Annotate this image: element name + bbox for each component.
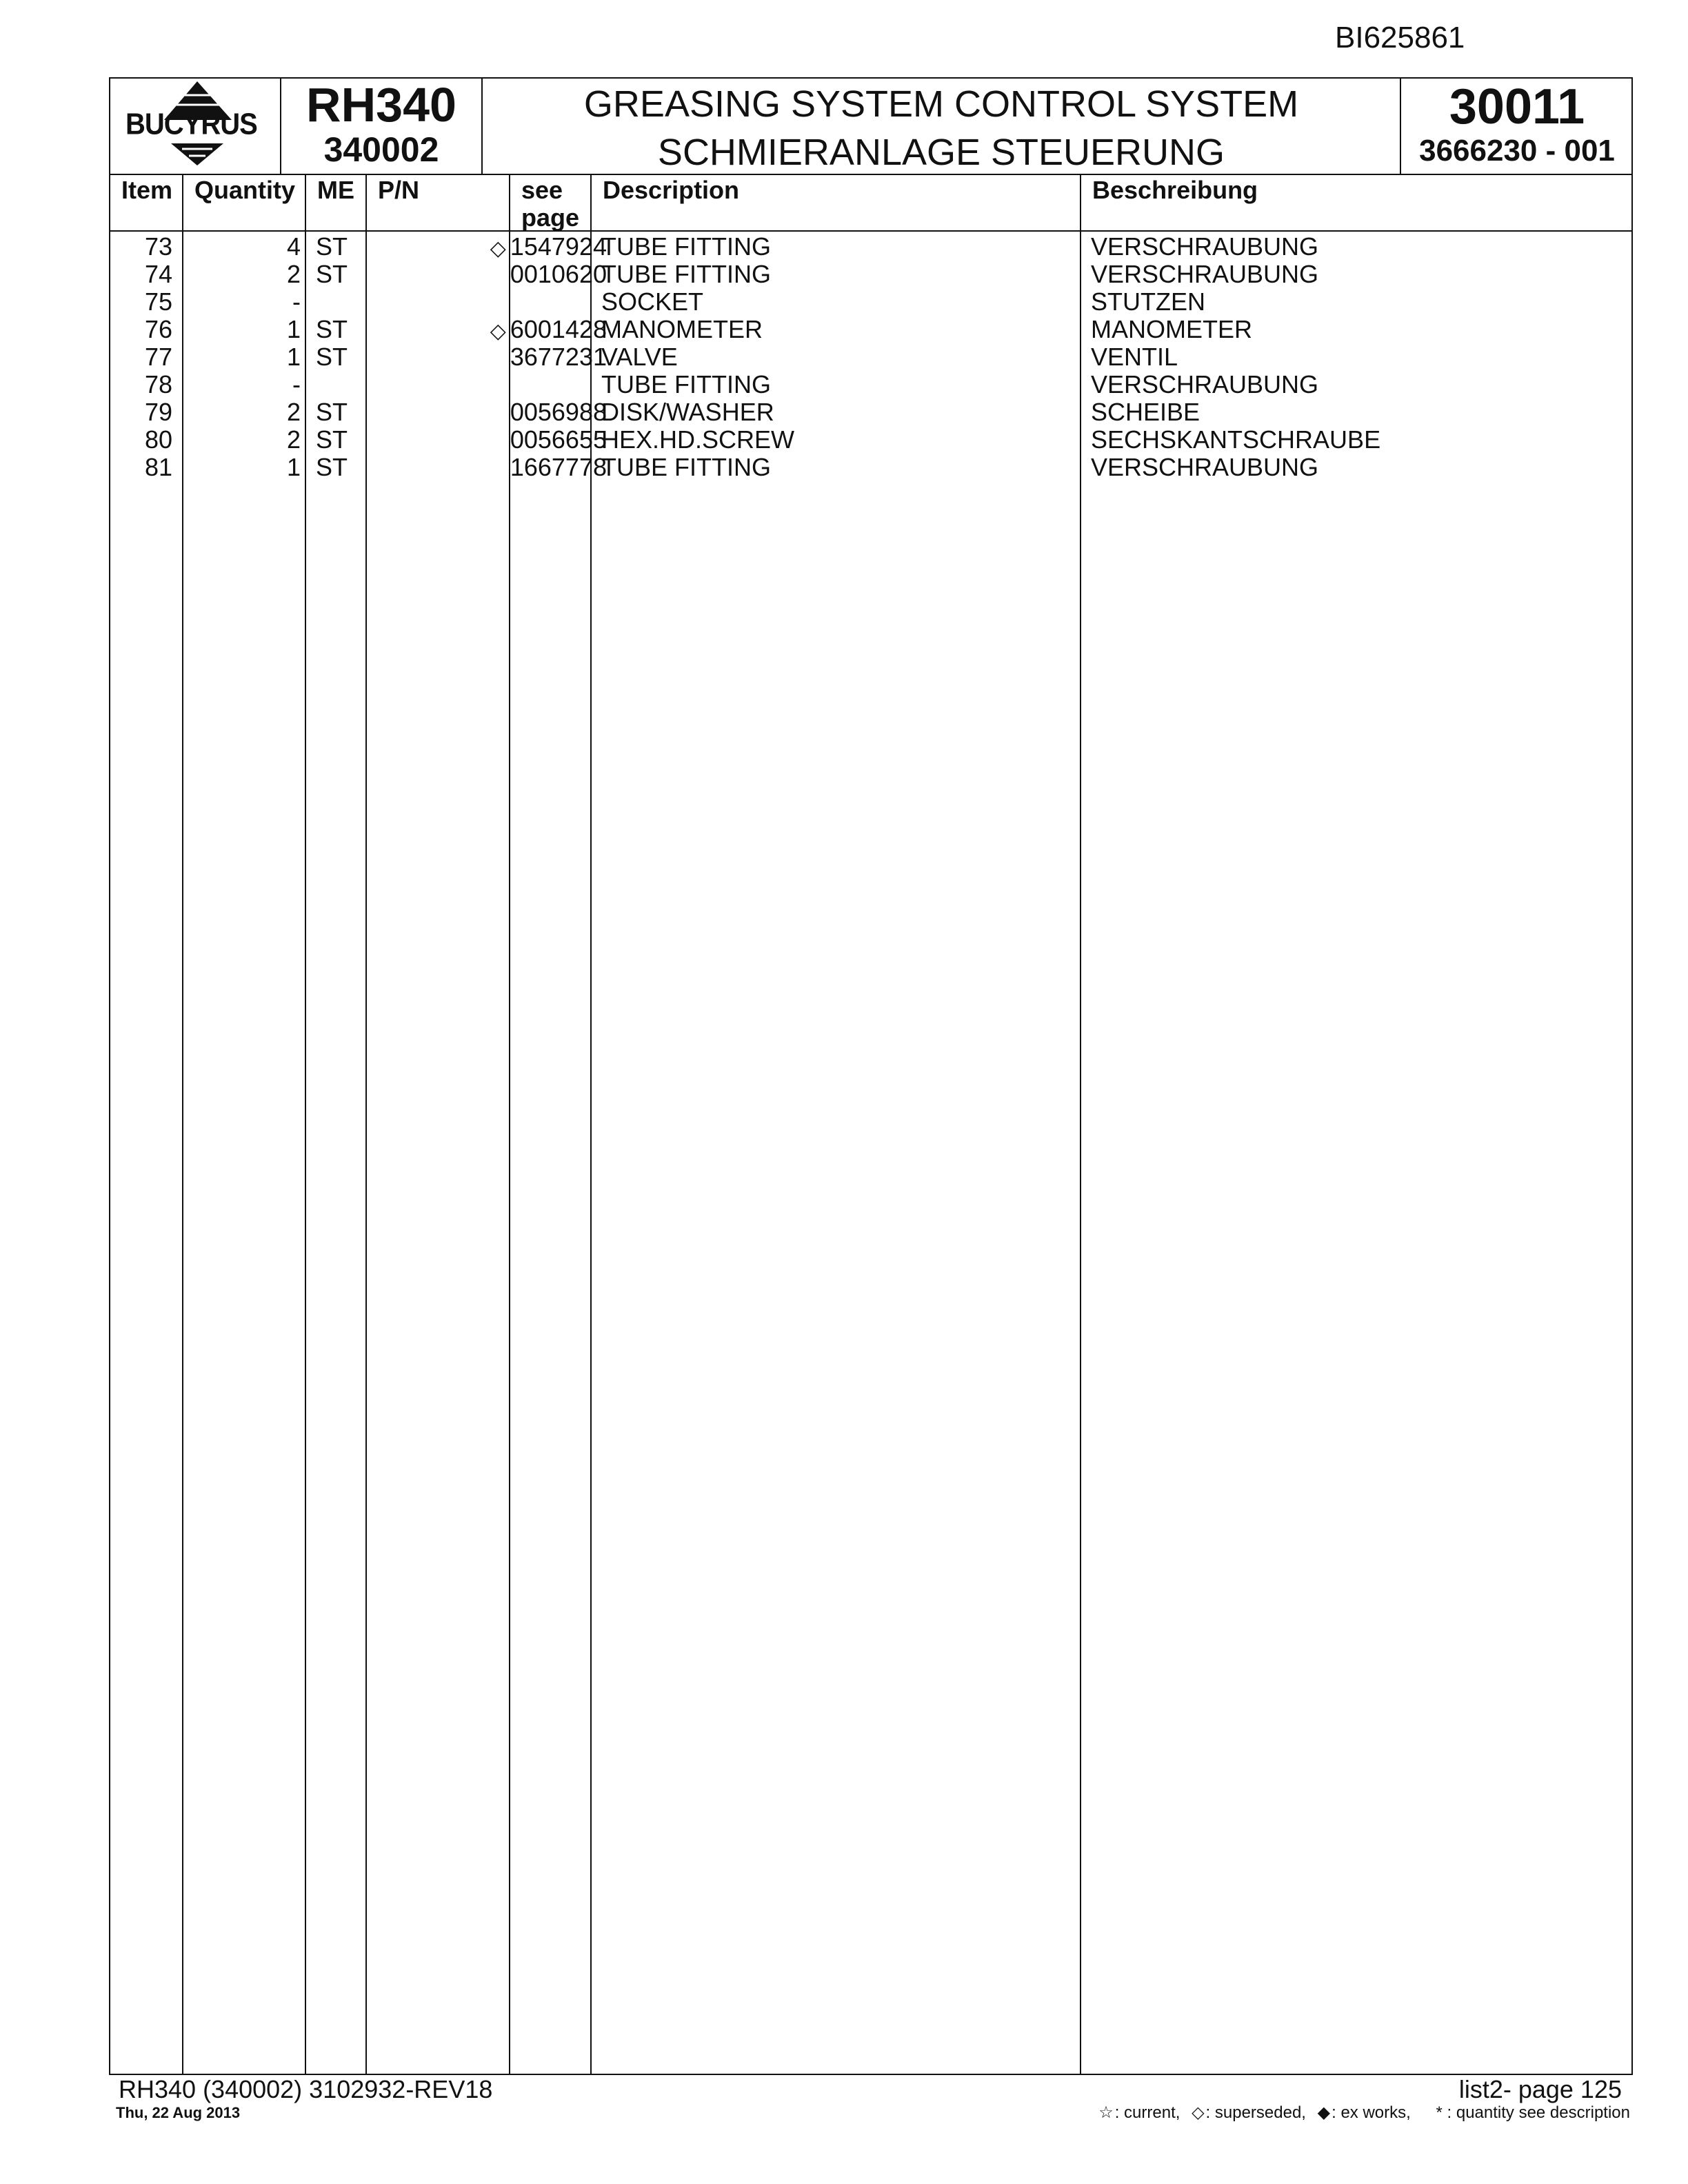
me-cell: ST xyxy=(316,343,348,371)
footer-legend xyxy=(1092,2103,1630,2123)
model-cell xyxy=(281,77,483,175)
description-cell: TUBE FITTING xyxy=(601,453,771,481)
item-cell: 79 xyxy=(144,398,172,426)
parts-table xyxy=(109,233,1633,481)
header-block xyxy=(109,77,1633,175)
table-row xyxy=(109,343,1633,371)
beschreibung-cell: STUTZEN xyxy=(1091,287,1205,316)
table-row xyxy=(109,371,1633,398)
part-number-value: 1547924 xyxy=(510,232,607,261)
me-cell: ST xyxy=(316,453,348,481)
serial-number: 340002 xyxy=(323,130,439,169)
beschreibung-cell: VERSCHRAUBUNG xyxy=(1091,232,1319,261)
beschreibung-cell: VERSCHRAUBUNG xyxy=(1091,260,1319,288)
part-number-value: 3677231 xyxy=(510,343,607,371)
part-number-cell xyxy=(371,398,607,426)
column-header-divider xyxy=(109,230,1633,232)
column-header-quantity: Quantity xyxy=(194,176,296,204)
part-number-value: 6001428 xyxy=(510,315,607,343)
item-cell: 77 xyxy=(144,343,172,371)
item-cell: 73 xyxy=(144,232,172,261)
legend-quantity: * : quantity see description xyxy=(1436,2103,1630,2122)
title-cell xyxy=(483,77,1401,175)
beschreibung-cell: VENTIL xyxy=(1091,343,1178,371)
description-cell: TUBE FITTING xyxy=(601,260,771,288)
part-number-cell xyxy=(371,454,607,481)
model-number: RH340 xyxy=(306,78,456,132)
item-cell: 81 xyxy=(144,453,172,481)
description-cell: TUBE FITTING xyxy=(601,232,771,261)
item-cell: 75 xyxy=(144,287,172,316)
part-number-cell xyxy=(371,343,607,371)
item-cell: 78 xyxy=(144,370,172,398)
footer-date: Thu, 22 Aug 2013 xyxy=(116,2104,241,2121)
column-header-see: see xyxy=(521,176,563,204)
quantity-cell: - xyxy=(292,287,301,316)
part-number-value: 0056655 xyxy=(510,425,607,454)
quantity-cell: 4 xyxy=(286,232,301,261)
table-row xyxy=(109,261,1633,288)
group-cell xyxy=(1401,77,1633,175)
part-number-value: 0056988 xyxy=(510,398,607,426)
table-row xyxy=(109,233,1633,261)
column-header-description: Description xyxy=(603,176,740,204)
table-row xyxy=(109,426,1633,454)
quantity-cell: 2 xyxy=(286,260,301,288)
header-divider xyxy=(109,174,1633,175)
part-number-cell xyxy=(371,233,607,263)
part-number-value: 1667778 xyxy=(510,453,607,481)
logo-wordmark: BUCYRUS xyxy=(125,107,257,141)
me-cell: ST xyxy=(316,232,348,261)
description-cell: VALVE xyxy=(601,343,678,371)
group-reference: 3666230 - 001 xyxy=(1419,134,1615,168)
description-cell: MANOMETER xyxy=(601,315,763,343)
part-number-cell xyxy=(371,316,607,345)
column-header-me: ME xyxy=(317,176,354,204)
quantity-cell: 1 xyxy=(286,343,301,371)
title-english: GREASING SYSTEM CONTROL SYSTEM xyxy=(583,83,1299,125)
me-cell: ST xyxy=(316,425,348,454)
beschreibung-cell: SECHSKANTSCHRAUBE xyxy=(1091,425,1381,454)
title-german: SCHMIERANLAGE STEUERUNG xyxy=(657,132,1225,173)
column-header-item: Item xyxy=(121,176,173,204)
superseded-diamond-icon: ◇ xyxy=(490,237,506,260)
quantity-cell: 1 xyxy=(286,315,301,343)
diamond-outline-icon: ◇ xyxy=(1192,2103,1205,2122)
column-header-beschreibung: Beschreibung xyxy=(1092,176,1258,204)
legend-superseded: : superseded, xyxy=(1205,2103,1306,2122)
beschreibung-cell: VERSCHRAUBUNG xyxy=(1091,453,1319,481)
quantity-cell: 2 xyxy=(286,398,301,426)
table-row xyxy=(109,454,1633,481)
legend-exworks: : ex works, xyxy=(1332,2103,1411,2122)
legend-current: : current, xyxy=(1114,2103,1180,2122)
footer-doc-ref: RH340 (340002) 3102932-REV18 xyxy=(119,2075,493,2103)
beschreibung-cell: MANOMETER xyxy=(1091,315,1252,343)
description-cell: SOCKET xyxy=(601,287,704,316)
superseded-diamond-icon: ◇ xyxy=(490,320,506,343)
description-cell: HEX.HD.SCREW xyxy=(601,425,795,454)
group-number: 30011 xyxy=(1449,79,1585,134)
item-cell: 76 xyxy=(144,315,172,343)
bucyrus-logo xyxy=(116,77,274,175)
table-row xyxy=(109,316,1633,343)
logo-cell xyxy=(109,77,281,175)
part-number-cell xyxy=(371,261,607,288)
table-row xyxy=(109,398,1633,426)
footer-page: list2- page 125 xyxy=(1458,2075,1622,2103)
part-number-value: 0010620 xyxy=(510,260,607,288)
diamond-filled-icon: ◆ xyxy=(1317,2103,1331,2122)
beschreibung-cell: VERSCHRAUBUNG xyxy=(1091,370,1319,398)
beschreibung-cell: SCHEIBE xyxy=(1091,398,1200,426)
part-number-cell xyxy=(371,426,607,454)
star-outline-icon: ☆ xyxy=(1098,2103,1114,2122)
quantity-cell: - xyxy=(292,370,301,398)
item-cell: 74 xyxy=(144,260,172,288)
me-cell: ST xyxy=(316,398,348,426)
column-header-page: page xyxy=(521,203,580,232)
me-cell: ST xyxy=(316,315,348,343)
item-cell: 80 xyxy=(144,425,172,454)
description-cell: TUBE FITTING xyxy=(601,370,771,398)
table-row xyxy=(109,288,1633,316)
column-header-pn: P/N xyxy=(378,176,420,204)
document-id: BI625861 xyxy=(1335,21,1465,54)
description-cell: DISK/WASHER xyxy=(601,398,774,426)
me-cell: ST xyxy=(316,260,348,288)
quantity-cell: 2 xyxy=(286,425,301,454)
quantity-cell: 1 xyxy=(286,453,301,481)
